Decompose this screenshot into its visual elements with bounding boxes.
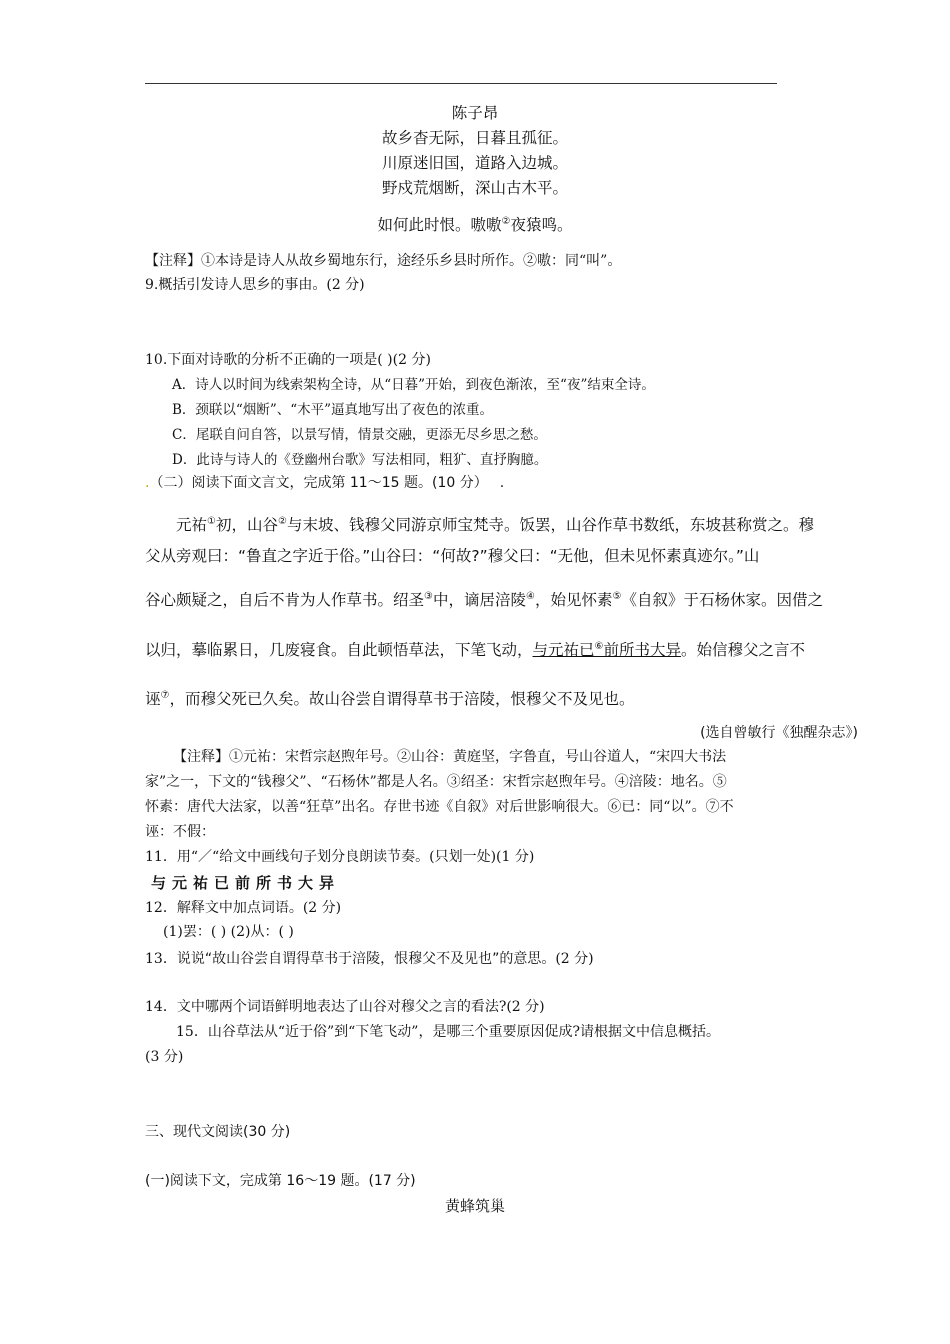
question-12-stem: 12．解释文中加点词语。(2 分) — [145, 900, 342, 916]
prose-line-5: 诬⑦，而穆父死已久矣。故山谷尝自谓得草书于涪陵，恨穆父不及见也。 — [145, 690, 635, 709]
question-10-option-d: D．此诗与诗人的《登幽州台歌》写法相同，粗犷、直抒胸臆。 — [172, 452, 548, 468]
essay-title: 黄蜂筑巢 — [444, 1197, 505, 1215]
poem-line-4: 如何此时恨。嗷嗷②夜猿鸣。 — [377, 215, 573, 234]
prose-line-1: 元祐①初，山谷②与末坡、钱穆父同游京师宝梵寺。饭罢，山谷作草书数纸，东坡甚称赏之。穆 — [176, 516, 814, 535]
poem-line-2: 川原迷旧国，道路入边城。 — [381, 154, 568, 172]
question-15-line-1: 15．山谷草法从“近于俗”到“下笔飞动”，是哪三个重要原因促成?请根据文中信息概括。 — [176, 1024, 720, 1040]
poem-note: 【注释】①本诗是诗人从故乡蜀地东行，途经乐乡县时所作。②嗷：同“叫”。 — [145, 253, 622, 269]
section-2-heading: .（二）阅读下面文言文，完成第 11～15 题。(10 分） . — [145, 475, 505, 491]
poem-line-3: 野戍荒烟断，深山古木平。 — [381, 179, 568, 197]
poem-line-1: 故乡杳无际，日暮且孤征。 — [381, 129, 568, 147]
question-14: 14．文中哪两个词语鲜明地表达了山谷对穆父之言的看法?(2 分) — [145, 999, 545, 1015]
question-11-sentence: 与元祐已前所书大异 — [151, 874, 341, 892]
header-rule — [145, 83, 777, 84]
question-12-blanks: (1)罢：( ) (2)从：( ) — [163, 924, 294, 940]
question-9: 9.概括引发诗人思乡的事由。(2 分) — [145, 277, 365, 293]
prose-line-4: 以归，摹临累日，几废寝食。自此顿悟草法，下笔飞动，与元祐已⑥前所书大异。始信穆父之言不 — [145, 641, 806, 660]
question-10-option-b: B．颈联以“烟断”、“木平”逼真地写出了夜色的浓重。 — [172, 402, 494, 418]
question-10-option-c: C．尾联自问自答，以景写情，情景交融，更添无尽乡思之愁。 — [172, 427, 547, 443]
prose-source: (选自曾敏行《独醒杂志》) — [700, 725, 858, 741]
subsection-1-heading: (一)阅读下文，完成第 16～19 题。(17 分) — [145, 1173, 416, 1189]
question-10-option-a: A．诗人以时间为线索架构全诗，从“日暮”开始，到夜色渐浓，至“夜”结束全诗。 — [172, 377, 655, 393]
question-10-stem: 10.下面对诗歌的分析不正确的一项是( )(2 分) — [145, 352, 431, 368]
underlined-sentence: 与元祐已⑥前所书大异 — [532, 641, 682, 660]
notes-line-2: 家”之一，下文的“钱穆父”、“石杨休”都是人名。③绍圣：宋哲宗赵煦年号。④涪陵：地名。⑤ — [145, 774, 727, 790]
question-15-line-2: (3 分) — [145, 1049, 184, 1065]
notes-line-4: 诬：不假： — [145, 824, 215, 840]
poem-author: 陈子昂 — [451, 104, 499, 122]
prose-line-3: 谷心颇疑之，自后不肯为人作草书。绍圣③中，谪居涪陵④，始见怀素⑤《自叙》于石杨休家。因借之 — [145, 591, 823, 610]
question-13: 13．说说“故山谷尝自谓得草书于涪陵，恨穆父不及见也”的意思。(2 分) — [145, 951, 594, 967]
notes-line-1: 【注释】①元祐：宋哲宗赵煦年号。②山谷：黄庭坚，字鲁直，号山谷道人，“宋四大书法 — [173, 749, 727, 765]
question-11-stem: 11．用“／“给文中画线句子划分良朗读节奏。(只划一处)(1 分) — [145, 849, 535, 865]
notes-line-3: 怀素：唐代大法家，以善“狂草”出名。存世书迹《自叙》对后世影响很大。⑥已：同“以”。⑦不 — [145, 799, 734, 815]
section-3-heading: 三、现代文阅读(30 分) — [145, 1124, 291, 1140]
prose-line-2: 父从旁观曰：“鲁直之字近于俗。”山谷曰：“何故?”穆父曰：“无他，但未见怀素真迹尔。”山 — [145, 547, 760, 565]
